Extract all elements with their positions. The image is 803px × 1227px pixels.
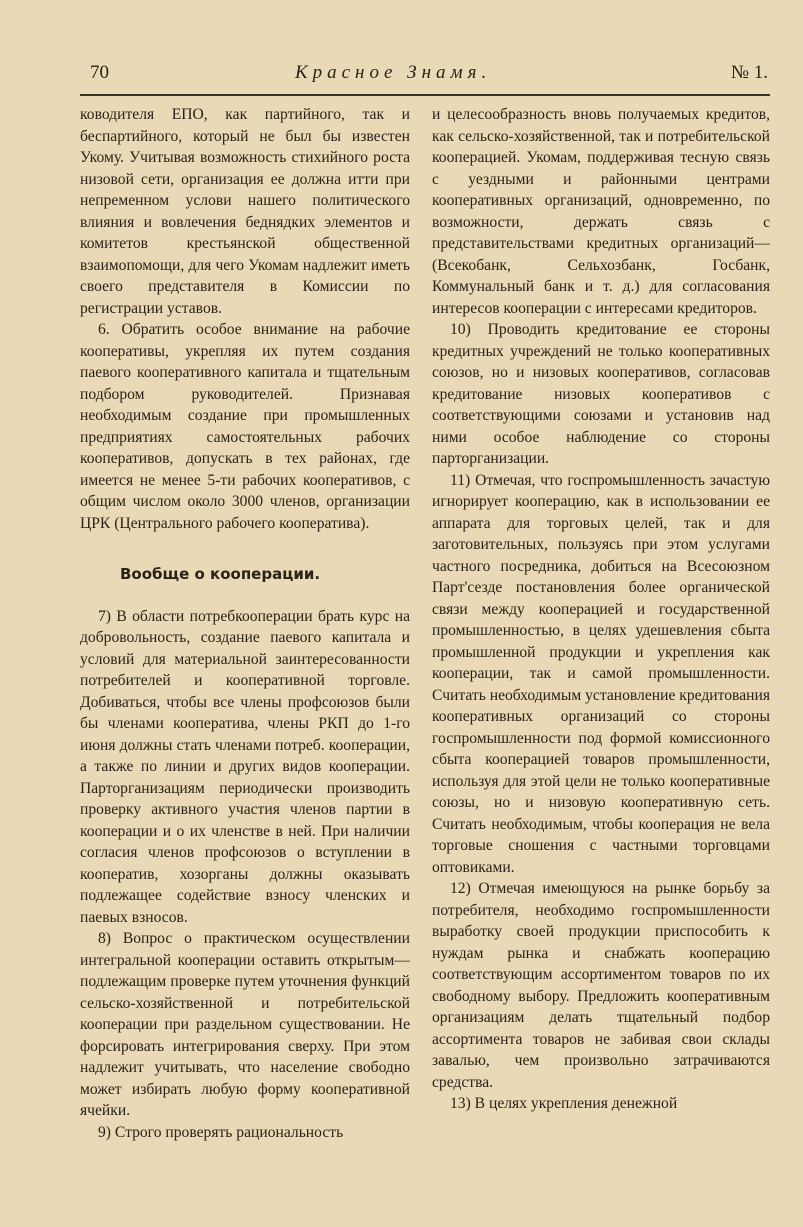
journal-title: Красное Знамя. [295,62,492,83]
header-rule [80,94,770,96]
issue-number: № 1. [730,62,768,83]
paragraph: 13) В целях укрепления денежной [450,1095,678,1112]
paragraph: 11) Отмечая, что госпромышленность зачастую игнорирует кооперацию, как в использовании ее аппарата для торговых целей, так и для заготовительных, пользуясь при этом услугами частного посредника, добиться на Всесоюзном Парт'сезде постановления более органической связи между кооперацией и государственной промышленностью, в целях удешевления сбыта промышленной продукции и укрепления как кооперации, так и самой промышленности. Считать необходимым установление кредитования кооперативных организаций со стороны госпромышленности под формой комиссионного сбыта кооперацией товаров промышленности, используя для этой цели не только кооперативные союзы, но и низовую кооперативную сеть. Считать необходимым, чтобы кооперация не вела торговые сношения с частными торговцами оптовиками. [432,471,770,876]
paragraph: 8) Вопрос о практическом осуществлении интегральной кооперации оставить открытым—подлежащим проверке путем уточнения функций сельско-хозяйственной и потребительской кооперации при раздельном существовании. Не форсировать интегрирования сверху. При этом надлежит учитывать, что население свободно может избирать любую форму кооперативной ячейки. [80,930,410,1119]
paragraph: 9) Строго проверять рациональность [98,1123,344,1141]
page-number: 70 [90,62,109,83]
paragraph: и целесообразность вновь получаемых кредитов, как сельско-хозяйственной, так и потребительской кооперацией. Укомам, поддерживая тесную связь с уездными и районными центрами кооперативных организаций, одновременно, по возможности, держать связь с представительствами кредитных организаций—(Всекобанк, Сельхозбанк, Госбанк, Коммунальный банк и т. д.) для согласования интересов кооперации с интересами кредиторов. [432,106,770,317]
paragraph: 12) Отмечая имеющуюся на рынке борьбу за потребителя, необходимо госпромышленности выработку своей продукции приспособить к нуждам рынка и снабжать кооперацию соответствующим ассортиментом товаров по их свободному выбору. Предложить кооперативным организациям делать тщательный подбор ассортимента товаров не забивая свои склады завалью, чем произвольно затрачиваются средства. [432,880,770,1091]
right-column [432,104,770,1115]
paragraph: 6. Обратить особое внимание на рабочие кооперативы, укрепляя их путем создания паевого кооперативного капитала и тщательным подбором руководителей. Признавая необходимым создание при промышленных предприятиях самостоятельных рабочих кооперативов, допускать в тех районах, где имеется не менее 5-ти рабочих кооперативов, с общим числом около 3000 членов, организации ЦРК (Центрального рабочего кооператива). [80,321,410,532]
left-column [80,104,410,1143]
section-heading: Вообще о кооперации. [120,565,321,583]
page-header [80,60,770,88]
paragraph: 10) Проводить кредитование ее стороны кредитных учреждений не только кооперативных союзов, но и низовых кооперативов, согласовав кредитование низовых кооперативов с соответствующими союзами и установив над ними особое наблюдение со стороны парторганизации. [432,321,770,467]
paragraph: ководителя ЕПО, как партийного, так и беспартийного, который не был бы известен Укому. Учитывая возможность стихийного роста низовой сети, организация ее должна итти при непременном услови нашего политического влияния и вовлечения беднядких элементов и комитетов крестьянской общественной взаимопомощи, для чего Укомам надлежит иметь своего представителя в Комиссии по регистрации уставов. [80,106,410,317]
paragraph: 7) В области потребкооперации брать курс на добровольность, создание паевого капитала и условий для материальной заинтересованности потребителей и кооперативной торговле. Добиваться, чтобы все члены профсоюзов были бы членами кооператива, члены РКП до 1-го июня должны стать членами потреб. кооперации, а также по линии и других видов кооперации. Парторганизациям периодически производить проверку активного участия членов партии в кооперации и о их членстве в ней. При наличии согласия членов профсоюзов о вступлении в кооператив, хозорганы должны оказывать подлежащее содействие взносу членских и паевых взносов. [80,607,410,926]
